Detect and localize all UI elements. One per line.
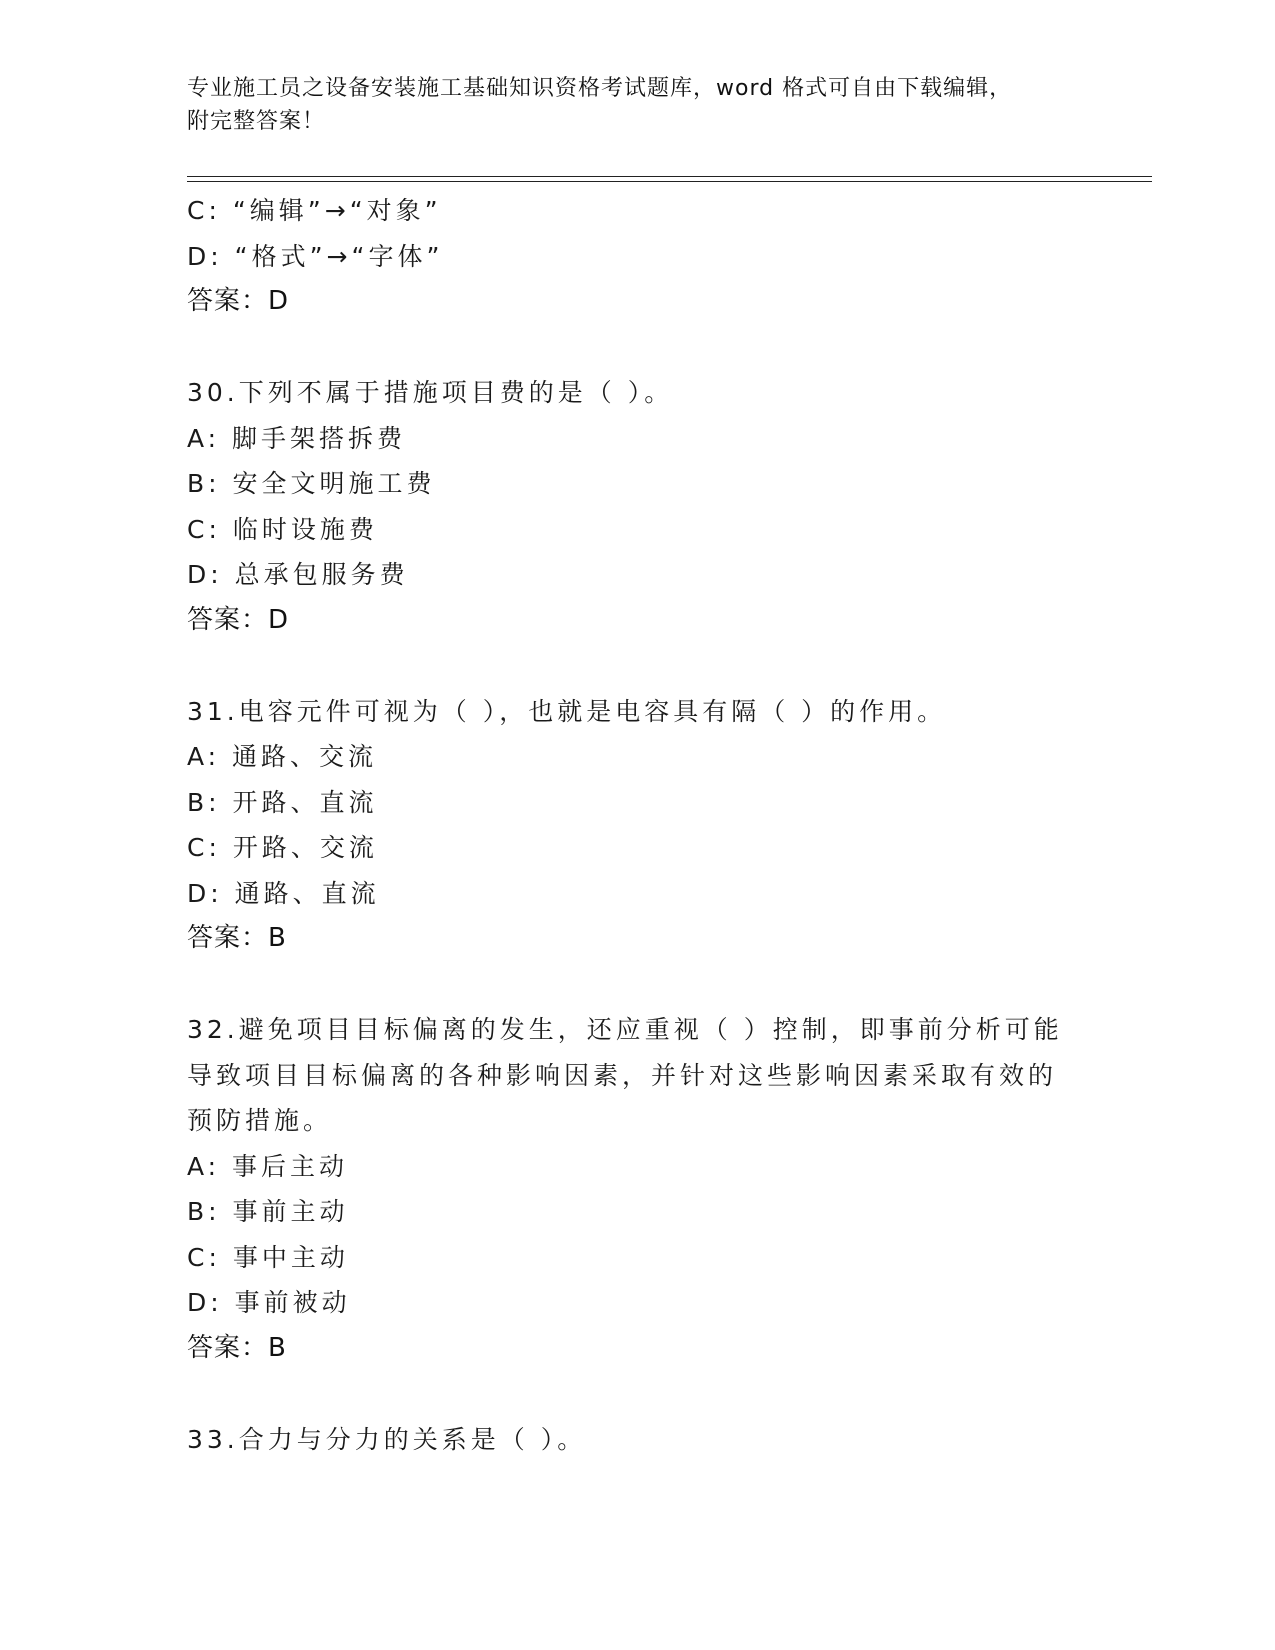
option-c — [187, 188, 1087, 234]
option-label: D: — [187, 878, 223, 908]
option-a — [187, 1144, 1087, 1190]
option-text: 事前被动 — [234, 1288, 351, 1317]
header-line-1: 专业施工员之设备安装施工基础知识资格考试题库，word 格式可自由下载编辑， — [187, 76, 1013, 101]
option-b — [187, 461, 1087, 507]
option-label: A: — [187, 423, 221, 453]
option-text: 事中主动 — [232, 1242, 349, 1272]
option-text: 总承包服务费 — [234, 560, 409, 589]
header-divider-top — [187, 176, 1152, 177]
option-label: D: — [187, 1288, 223, 1317]
spacer — [187, 643, 1087, 689]
option-d — [187, 234, 1087, 280]
question-text: 电容元件可视为（ ），也就是电容具有隔（ ）的作用。 — [238, 696, 947, 726]
option-label: B: — [187, 469, 221, 498]
option-label: A: — [187, 1151, 221, 1181]
question-number: 31. — [187, 696, 239, 726]
option-text: 临时设施费 — [232, 514, 378, 544]
option-label: C: — [187, 1242, 221, 1272]
option-label: C: — [187, 514, 221, 544]
option-text: “编辑”→“对象” — [232, 196, 442, 225]
option-label: B: — [187, 1197, 221, 1226]
option-a — [187, 416, 1087, 462]
option-label: C: — [187, 833, 221, 862]
spacer — [187, 962, 1087, 1008]
option-text: 脚手架搭拆费 — [232, 423, 407, 453]
option-label: B: — [187, 787, 221, 817]
option-text: 通路、交流 — [232, 742, 378, 771]
question-32 — [187, 1007, 1087, 1371]
question-list — [187, 188, 1087, 1462]
option-text: 通路、直流 — [234, 878, 380, 908]
question-31 — [187, 689, 1087, 962]
question-text: 合力与分力的关系是（ ）。 — [238, 1424, 587, 1454]
option-text: 安全文明施工费 — [232, 469, 436, 498]
option-a — [187, 734, 1087, 780]
option-d — [187, 1280, 1087, 1326]
question-stem-line-1 — [187, 1007, 1087, 1053]
option-label: D: — [187, 560, 223, 589]
spacer — [187, 1371, 1087, 1417]
question-33 — [187, 1417, 1087, 1463]
question-number: 30. — [187, 378, 239, 407]
question-stem-line-3: 预防措施。 — [187, 1106, 333, 1135]
spacer — [187, 325, 1087, 371]
option-label: C: — [187, 196, 221, 225]
option-c — [187, 507, 1087, 553]
header-divider-bottom — [187, 181, 1152, 182]
question-text: 下列不属于措施项目费的是（ ）。 — [238, 378, 674, 407]
answer-line: 答案：B — [187, 923, 287, 953]
question-stem-line-2: 导致项目目标偏离的各种影响因素，并针对这些影响因素采取有效的 — [187, 1060, 1058, 1090]
question-stem — [187, 1417, 1087, 1463]
option-d — [187, 871, 1087, 917]
option-b — [187, 1189, 1087, 1235]
option-text: 开路、交流 — [232, 833, 378, 862]
option-c — [187, 825, 1087, 871]
document-header — [187, 72, 1067, 138]
option-d — [187, 552, 1087, 598]
question-number: 33. — [187, 1424, 239, 1454]
option-text: 事后主动 — [232, 1151, 349, 1181]
question-30 — [187, 370, 1087, 643]
option-label: A: — [187, 742, 221, 771]
question-number: 32. — [187, 1015, 239, 1044]
option-b — [187, 780, 1087, 826]
header-line-2: 附完整答案！ — [187, 109, 326, 134]
option-text: 事前主动 — [232, 1197, 349, 1226]
question-text: 避免项目目标偏离的发生，还应重视（ ）控制，即事前分析可能 — [238, 1015, 1063, 1044]
answer-line: 答案：B — [187, 1332, 287, 1363]
previous-question-tail — [187, 188, 1087, 325]
option-text: 开路、直流 — [232, 787, 378, 817]
question-stem — [187, 689, 1087, 735]
option-c — [187, 1235, 1087, 1281]
option-text: “格式”→“字体” — [234, 241, 444, 271]
question-stem — [187, 370, 1087, 416]
answer-line: 答案：D — [187, 286, 290, 316]
answer-line: 答案：D — [187, 604, 290, 635]
option-label: D: — [187, 241, 223, 271]
